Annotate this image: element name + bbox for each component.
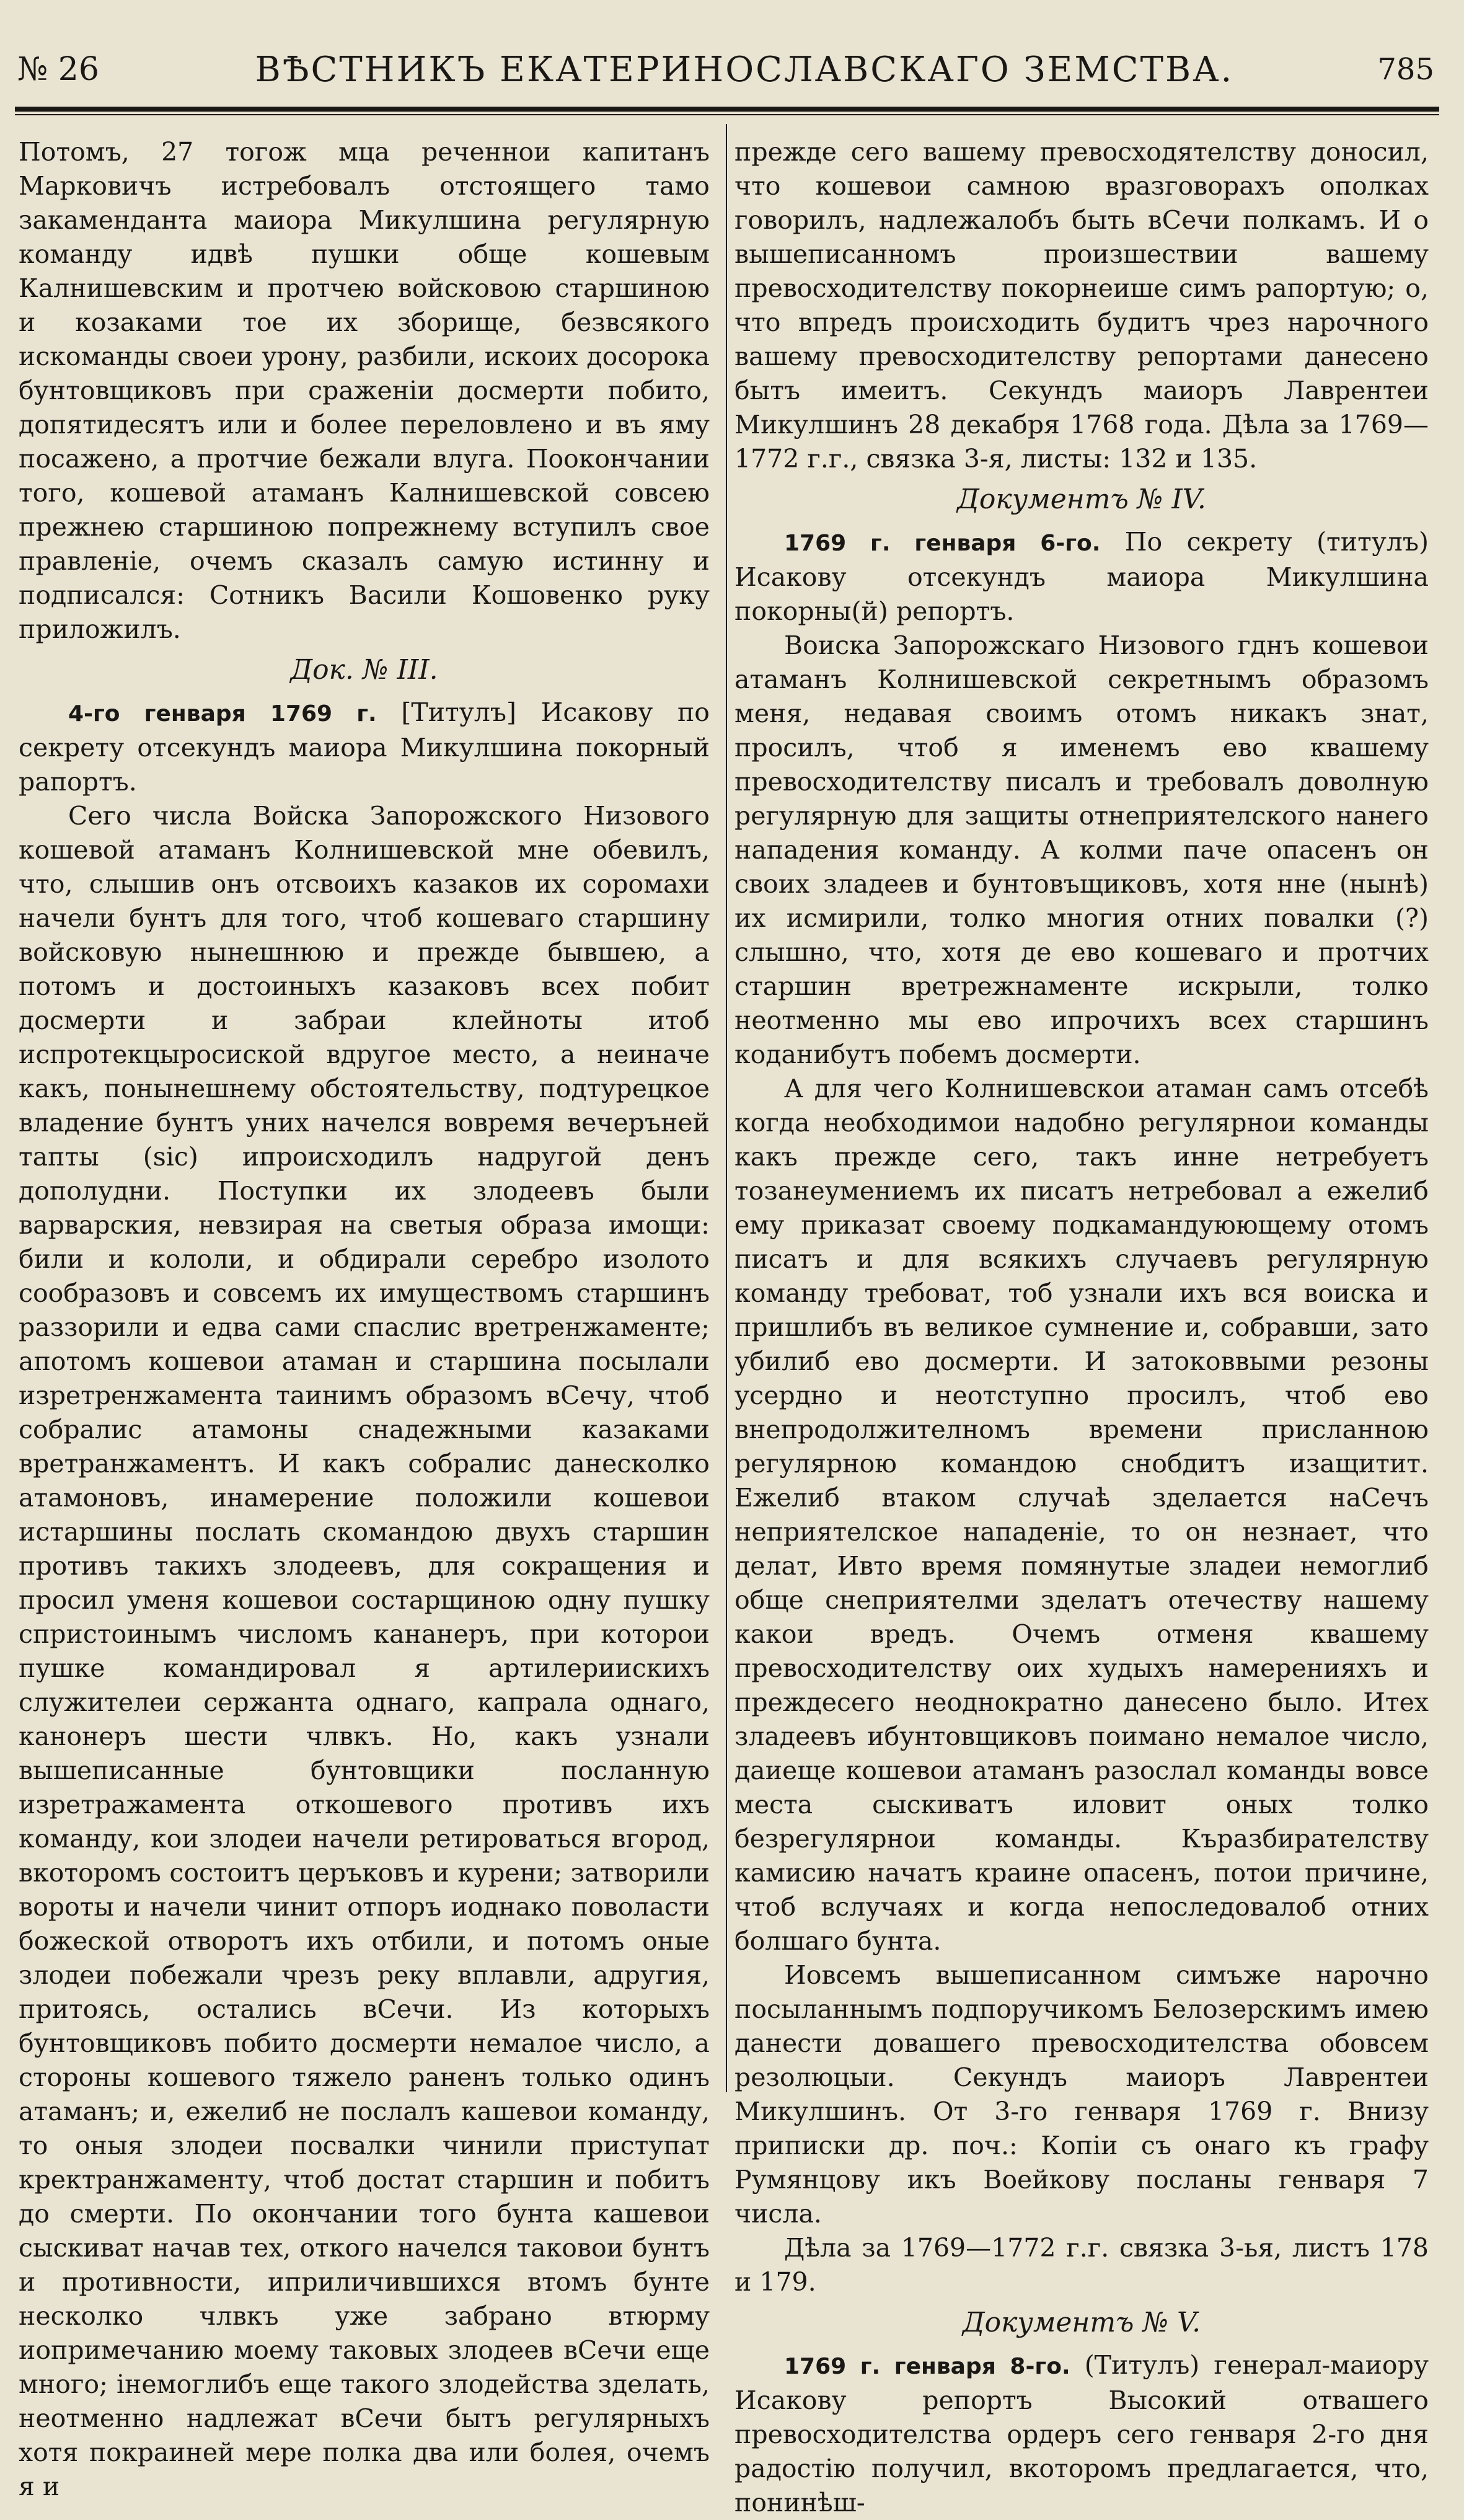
column-divider — [726, 124, 727, 2092]
document-date: 4-го генваря 1769 г. — [68, 701, 377, 727]
document-lead-text: По секрету (титулъ) Исакову отсекундъ маиора Микулшина покорны(й) репортъ. — [734, 527, 1429, 626]
right-column — [734, 135, 1429, 2518]
document-date: 1769 г. генваря 6-го. — [784, 531, 1101, 556]
document-heading: Документъ № IV. — [957, 484, 1206, 515]
journal-title: ВѢСТНИКЪ ЕКАТЕРИНОСЛАВСКАГО ЗЕМСТВА. — [255, 49, 1234, 90]
document-heading: Док. № III. — [290, 654, 438, 686]
paragraph: Воиска Запорожскаго Низового гднъ кошевои атаманъ Колнишевской секретнымъ образомъ меня, недавая своимъ отомъ никакъ знат, просилъ, чтоб я именемъ ево квашему превосходителству писалъ и требовалъ доволную регулярную для защиты отнеприятелского нанего нападения команду. А колми паче опасенъ он своих зладеев и бунтовъщиковъ, хотя нне (нынѣ) их исмирили, толко многия отних повалки (?) слышно, что, хотя де ево кошеваго и протчих старшин вретрежнаменте искрыли, толко неотменно мы ево ипрочихъ всех старшинъ коданибутъ побемъ досмерти. — [734, 630, 1429, 1069]
page-number: 785 — [1377, 52, 1434, 87]
paragraph: А для чего Колнишевскои атаман самъ отсебѣ когда необходимои надобно регулярнои команды какъ прежде сего, такъ инне нетребуетъ тозанеумениемъ их писатъ нетребовал а ежелиб ему приказат своему подкамандуюющему отомъ писатъ и для всякихъ случаевъ регулярную команду требоват, тоб узнали ихъ вся воиска и пришлибъ въ великое сумнение и, собравши, зато убилиб ево досмерти. И затоковвыми резоны усердно и неотступно просилъ, чтоб ево внепродолжителномъ времени присланною регулярною командою снобдитъ изащитит. Ежелиб втаком случаѣ зделается наСечъ неприятелское нападеніе, то он незнает, что делат, Ивто время помянутые зладеи немоглиб обще снеприятелми зделатъ отечеству нашему какои вредъ. Очемъ отменя квашему превосходителству оих худыхъ намеренияхъ и преждесего неоднократно данесено было. Итех зладеевъ ибунтовщиковъ поимано немалое число, даиеще кошевои атаманъ разослал команды вовсе места сыскиватъ иловит оных толко безрегулярнои команды. Къразбирателству камисию начатъ краине опасенъ, потои причине, чтоб вслучаях и когда непоследовалоб отних болшаго бунта. — [734, 1074, 1429, 1956]
document-lead-text: (Титулъ) генерал-маиору Исакову репортъ Высокий отвашего превосходителства ордеръ сего генваря 2-го дня радостію получил, вкоторомъ предлагается, что, понинѣш- — [734, 2350, 1429, 2518]
paragraph: Сего числа Войска Запорожского Низового кошевой атаманъ Колнишевской мне обевилъ, что, слышив онъ отсвоихъ казаков их соромахи начели бунтъ для того, чтоб кошеваго старшину войсковую нынешнюю и прежде бывшею, а потомъ и достоиныхъ казаковъ всех побит досмерти и забраи клейноты итоб испротекцыросиской вдругое место, а неиначе какъ, понынешнему обстоятельству, подтурецкое владение бунтъ уних начелся вовремя вечеръней тапты (sic) ипроисходилъ надругой денъ дополудни. Поступки их злодеевъ были варварския, невзирая на светыя образа имощи: били и кололи, и обдирали серебро изолото сообразовъ и совсемъ их имуществомъ старшинъ раззорили и едва сами спаслис вретренжаменте; апотомъ кошевои атаман и старшина посылали изретренжамента таинимъ образомъ вСечу, чтоб собралис атамоны снадежными казаками вретранжаментъ. И какъ собралис данесколко атамоновъ, инамерение положили кошевои истаршины послать скомандою двухъ старшин противъ такихъ злодеевъ, для сокращения и просил уменя кошевои состарщиною одну пушку спристоинымъ числомъ кананеръ, при которои пушке командировал я артилериискихъ служителеи сержанта однаго, капрала однаго, канонеръ шести члвкъ. Но, какъ узнали вышеписанные бунтовщики посланную изретражамента откошевого противъ ихъ команду, кои злодеи начели ретироваться вгород, вкоторомъ состоитъ церъковъ и курени; затворили вороты и начели чинит отпоръ иоднако поволасти божеской отворотъ ихъ отбили, и потомъ оные злодеи побежали чрезъ реку вплавли, адругия, притоясь, остались вСечи. Из которыхъ бунтовщиковъ побито досмерти немалое число, а стороны кошевого тяжело раненъ только одинъ атаманъ; и, ежелиб не послалъ кашевои команду, то оныя злодеи посвалки чинили приступат кректранжаменту, чтоб достат старшин и побитъ до смерти. По окончании того бунта кашевои сыскиват начав тех, откого начелся таковои бунтъ и противности, иприличившихся втомъ бунте несколко члвкъ уже забрано втюрму иопримечанию моему таковых злодеев вСечи еще много; інемоглибъ еще такого злодейства зделать, неотменно надлежат вСечи бытъ регулярныхъ хотя покраиней мере полка два или болея, очемъ я и — [19, 801, 710, 2501]
document-lead — [19, 696, 710, 799]
issue-number: № 26 — [17, 51, 99, 88]
document-lead — [734, 525, 1429, 629]
document-heading: Документъ № V. — [962, 2307, 1201, 2338]
paragraph: Дѣла за 1769—1772 г.г. связка 3-ья, листъ 178 и 179. — [734, 2233, 1429, 2297]
paragraph: Потомъ, 27 тогож мца реченнои капитанъ Марковичъ истребовалъ отстоящего тамо закамендантa маиора Микулшина регулярную команду идвѣ пушки обще кошевым Калнишевским и протчею войсковою старшиною и козаками тое их зборище, безвсякого искоманды своеи урону, разбили, искоих досорока бунтовщиковъ при сраженіи досмерти побито, допятидесятъ или и более переловлено и въ яму посажено, а протчие бежали влуга. Поокончании того, кошевой атаманъ Калнишевской совсею прежнею старшиною попрежнему вступилъ свое правленіе, очемъ сказалъ самую истинну и подписался: Сотникъ Васили Кошовенко руку приложилъ. — [19, 137, 710, 644]
running-header — [17, 38, 1434, 100]
paragraph: Иовсемъ вышеписанном симъже нарочно посыланнымъ подпоручикомъ Белозерскимъ имею данести довашего превосходителства обовсем резолюцыи. Секундъ маиоръ Лаврентеи Микулшинъ. От 3-го генваря 1769 г. Внизу приписки др. поч.: Копіи съ онаго къ графу Румянцову икъ Воейкову посланы генваря 7 числа. — [734, 1960, 1429, 2229]
paragraph: прежде сего вашему превосходятелству доносил, что кошевои самною вразговорахъ ополках говорилъ, надлежалобъ быть вСечи полкамъ. И о вышеписанномъ произшествии вашему превосходителству покорнеише симъ рапортую; о, что впредъ происходить будитъ чрез нарочного вашему превосходителству репортами данесено бытъ имеитъ. Секундъ маиоръ Лаврентеи Микулшинъ 28 декабря 1768 года. Дѣла за 1769—1772 г.г., связка 3-я, листы: 132 и 135. — [734, 137, 1429, 474]
document-date: 1769 г. генваря 8-го. — [784, 2354, 1070, 2379]
left-column — [19, 135, 710, 2501]
document-lead-text: [Титулъ] Исакову по секрету отсекундъ маиора Микулшина покорный рапортъ. — [19, 697, 710, 797]
header-rule — [15, 107, 1439, 115]
document-lead — [734, 2348, 1429, 2520]
